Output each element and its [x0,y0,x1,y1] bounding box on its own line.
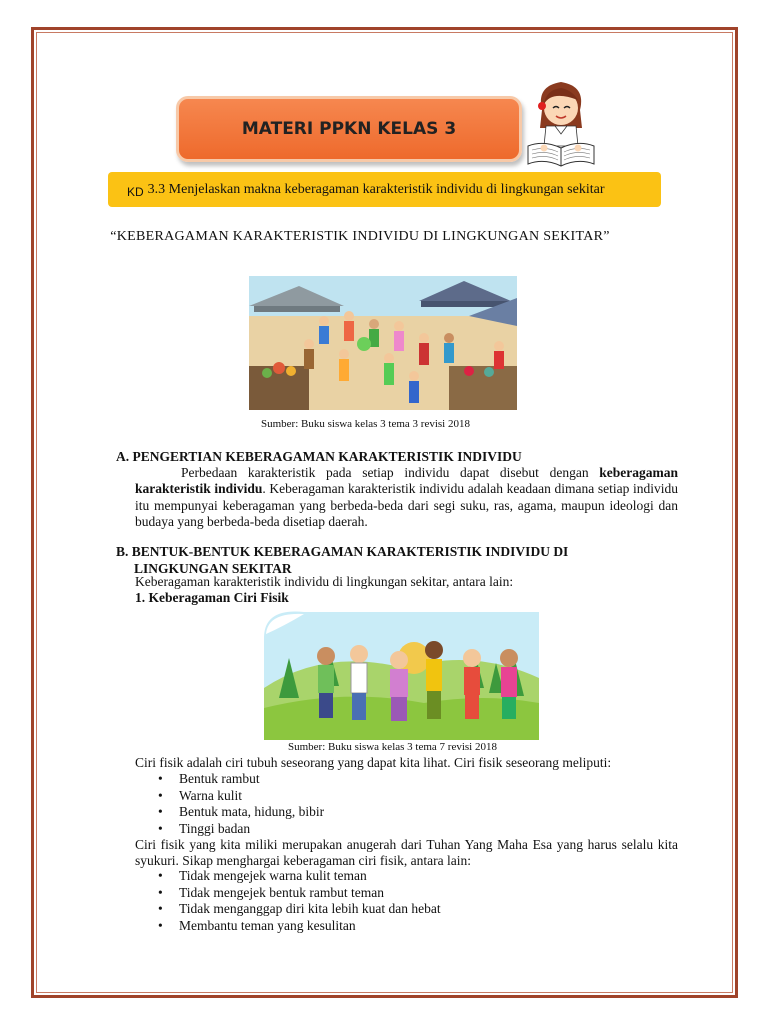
kd-label: KD [127,184,144,199]
heading-line: B. BENTUK-BENTUK KEBERAGAMAN KARAKTERISTIK INDIVIDU DI [116,544,569,559]
kd-bar [108,172,661,207]
main-title: “KEBERAGAMAN KARAKTERISTIK INDIVIDU DI LINGKUNGAN SEKITAR” [110,229,610,244]
ciri-fisik-intro: Ciri fisik adalah ciri tubuh seseorang yang dapat kita lihat. Ciri fisik seseorang meliputi: [135,755,612,770]
section-a-paragraph [135,465,678,530]
section-b-heading [116,543,676,577]
ciri-fisik-list [158,771,324,837]
paragraph-text: . Keberagaman karakteristik individu adalah keadaan dimana setiap individu itu mempunyai keberagaman yang berbeda-beda dari segi suku, ras, agama, maupun ideologi dan budaya yang berbeda-beda disetiap daerah. [135,481,678,529]
figure-caption: Sumber: Buku siswa kelas 3 tema 7 revisi 2018 [288,741,497,753]
bold-term: keberagaman karakteristik individu [135,465,678,497]
sikap-list [158,868,441,934]
heading-line: LINGKUNGAN SEKITAR [134,561,292,576]
kd-text: 3.3 Menjelaskan makna keberagaman karakteristik individu di lingkungan sekitar [147,181,605,197]
list-item: • Tinggi badan [158,821,324,838]
section-b-intro: Keberagaman karakteristik individu di lingkungan sekitar, antara lain: [135,574,514,589]
sikap-intro: Ciri fisik yang kita miliki merupakan anugerah dari Tuhan Yang Maha Esa yang harus selalu kita syukuri. Sikap menghargai keberagaman ciri fisik, antara lain: [135,837,678,869]
children-image [264,608,539,740]
page-title: MATERI PPKN KELAS 3 [241,119,457,139]
figure-caption: Sumber: Buku siswa kelas 3 tema 3 revisi 2018 [261,418,470,430]
girl-reading-illustration [522,76,600,170]
list-item: • Tidak mengejek bentuk rambut teman [158,885,441,902]
subheading-ciri-fisik: 1. Keberagaman Ciri Fisik [135,590,289,605]
market-scene-image [249,276,517,410]
list-item: • Tidak menganggap diri kita lebih kuat dan hebat [158,901,441,918]
section-a-heading: A. PENGERTIAN KEBERAGAMAN KARAKTERISTIK INDIVIDU [116,449,522,464]
list-item: • Membantu teman yang kesulitan [158,918,441,935]
paragraph-text: Perbedaan karakteristik pada setiap individu dapat disebut dengan [181,465,600,480]
list-item: • Tidak mengejek warna kulit teman [158,868,441,885]
list-item: • Bentuk mata, hidung, bibir [158,804,324,821]
list-item: • Warna kulit [158,788,324,805]
list-item: • Bentuk rambut [158,771,324,788]
title-banner [176,96,522,162]
